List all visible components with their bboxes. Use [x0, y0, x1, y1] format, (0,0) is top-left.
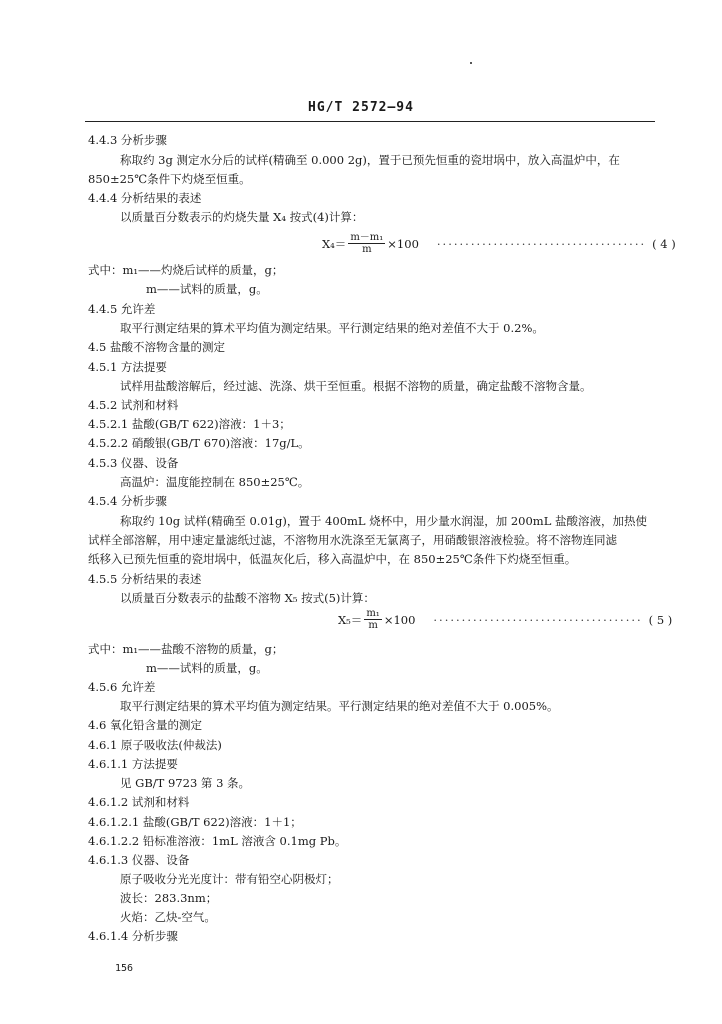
formula-lhs: X₅＝: [338, 612, 363, 627]
list-item: 4.5.2.2 硝酸银(GB/T 670)溶液：17g/L。: [88, 436, 310, 450]
section-heading: 4.5.1 方法提要: [88, 360, 167, 374]
body-text: 以质量百分数表示的盐酸不溶物 X₅ 按式(5)计算：: [120, 591, 375, 605]
formula-rhs: ×100: [383, 612, 416, 627]
variable-definition: 式中：m₁——灼烧后试样的质量，g；: [88, 263, 284, 277]
body-text: 纸移入已预先恒重的瓷坩埚中，低温灰化后，移入高温炉中，在 850±25℃条件下灼烧至恒重。: [88, 552, 577, 566]
body-text: 试样全部溶解，用中速定量滤纸过滤，不溶物用水洗涤至无氯离子，用硝酸银溶液检验。将不溶物连同滤: [88, 533, 617, 547]
variable-definition: 式中：m₁——盐酸不溶物的质量，g；: [88, 642, 284, 656]
formula-4: [322, 232, 676, 255]
formula-lhs: X₄＝: [322, 236, 347, 251]
body-text: 取平行测定结果的算术平均值为测定结果。平行测定结果的绝对差值不大于 0.2%。: [120, 321, 544, 335]
variable-definition: m——试料的质量，g。: [146, 661, 268, 675]
section-heading: 4.6.1 原子吸收法(仲裁法): [88, 738, 222, 752]
formula-5: [338, 608, 672, 631]
section-heading: 4.4.5 允许差: [88, 302, 156, 316]
body-text: 以质量百分数表示的灼烧失量 X₄ 按式(4)计算：: [120, 210, 364, 224]
leader-dots: ·····································: [436, 236, 647, 251]
formula-rhs: ×100: [387, 236, 419, 251]
equation-number: ( 4 ): [652, 236, 676, 251]
section-heading: 4.6.1.3 仪器、设备: [88, 853, 190, 867]
list-item: 4.5.2.1 盐酸(GB/T 622)溶液：1＋3；: [88, 417, 291, 431]
section-heading: 4.6 氧化铅含量的测定: [88, 718, 202, 732]
body-text: 取平行测定结果的算术平均值为测定结果。平行测定结果的绝对差值不大于 0.005%。: [120, 699, 559, 713]
body-text: 原子吸收分光光度计：带有铅空心阴极灯；: [120, 872, 339, 886]
body-text: 火焰：乙炔-空气。: [120, 910, 216, 924]
section-heading: 4.5.3 仪器、设备: [88, 456, 179, 470]
body-text: 850±25℃条件下灼烧至恒重。: [88, 172, 251, 186]
fraction-numerator: m₁: [366, 608, 380, 619]
leader-dots: ·····································: [433, 612, 643, 627]
section-heading: 4.5 盐酸不溶物含量的测定: [88, 340, 225, 354]
section-heading: 4.5.5 分析结果的表述: [88, 572, 202, 586]
list-item: 4.6.1.2.1 盐酸(GB/T 622)溶液：1＋1；: [88, 815, 302, 829]
fraction-numerator: m－m₁: [350, 232, 384, 243]
header-rule: [85, 121, 655, 122]
fraction-denominator: m: [368, 620, 378, 631]
section-heading: 4.6.1.2 试剂和材料: [88, 795, 190, 809]
section-heading: 4.5.2 试剂和材料: [88, 398, 179, 412]
fraction-denominator: m: [362, 244, 372, 255]
body-text: 高温炉：温度能控制在 850±25℃。: [120, 475, 310, 489]
section-heading: 4.6.1.4 分析步骤: [88, 929, 178, 943]
scan-speck: [470, 62, 472, 64]
list-item: 4.6.1.2.2 铅标准溶液：1mL 溶液含 0.1mg Pb。: [88, 834, 347, 848]
section-heading: 4.5.4 分析步骤: [88, 494, 167, 508]
page-number: 156: [115, 963, 134, 974]
equation-number: ( 5 ): [648, 612, 673, 627]
section-heading: 4.5.6 允许差: [88, 680, 156, 694]
section-heading: 4.6.1.1 方法提要: [88, 757, 178, 771]
variable-definition: m——试料的质量，g。: [146, 282, 268, 296]
section-heading: 4.4.3 分析步骤: [88, 133, 167, 147]
body-text: 试样用盐酸溶解后，经过滤、洗涤、烘干至恒重。根据不溶物的质量，确定盐酸不溶物含量。: [120, 379, 592, 393]
formula-fraction: [348, 232, 385, 255]
body-text: 波长：283.3nm；: [120, 891, 218, 905]
formula-fraction: [364, 608, 382, 631]
section-heading: 4.4.4 分析结果的表述: [88, 191, 202, 205]
body-text: 见 GB/T 9723 第 3 条。: [120, 776, 251, 790]
body-text: 称取约 3g 测定水分后的试样(精确至 0.000 2g)，置于已预先恒重的瓷坩埚中，放入高温炉中，在: [120, 153, 620, 167]
page-header: HG/T 2572—94: [308, 100, 414, 115]
body-text: 称取约 10g 试样(精确至 0.01g)，置于 400mL 烧杯中，用少量水润湿，加 200mL 盐酸溶液，加热使: [120, 514, 648, 528]
